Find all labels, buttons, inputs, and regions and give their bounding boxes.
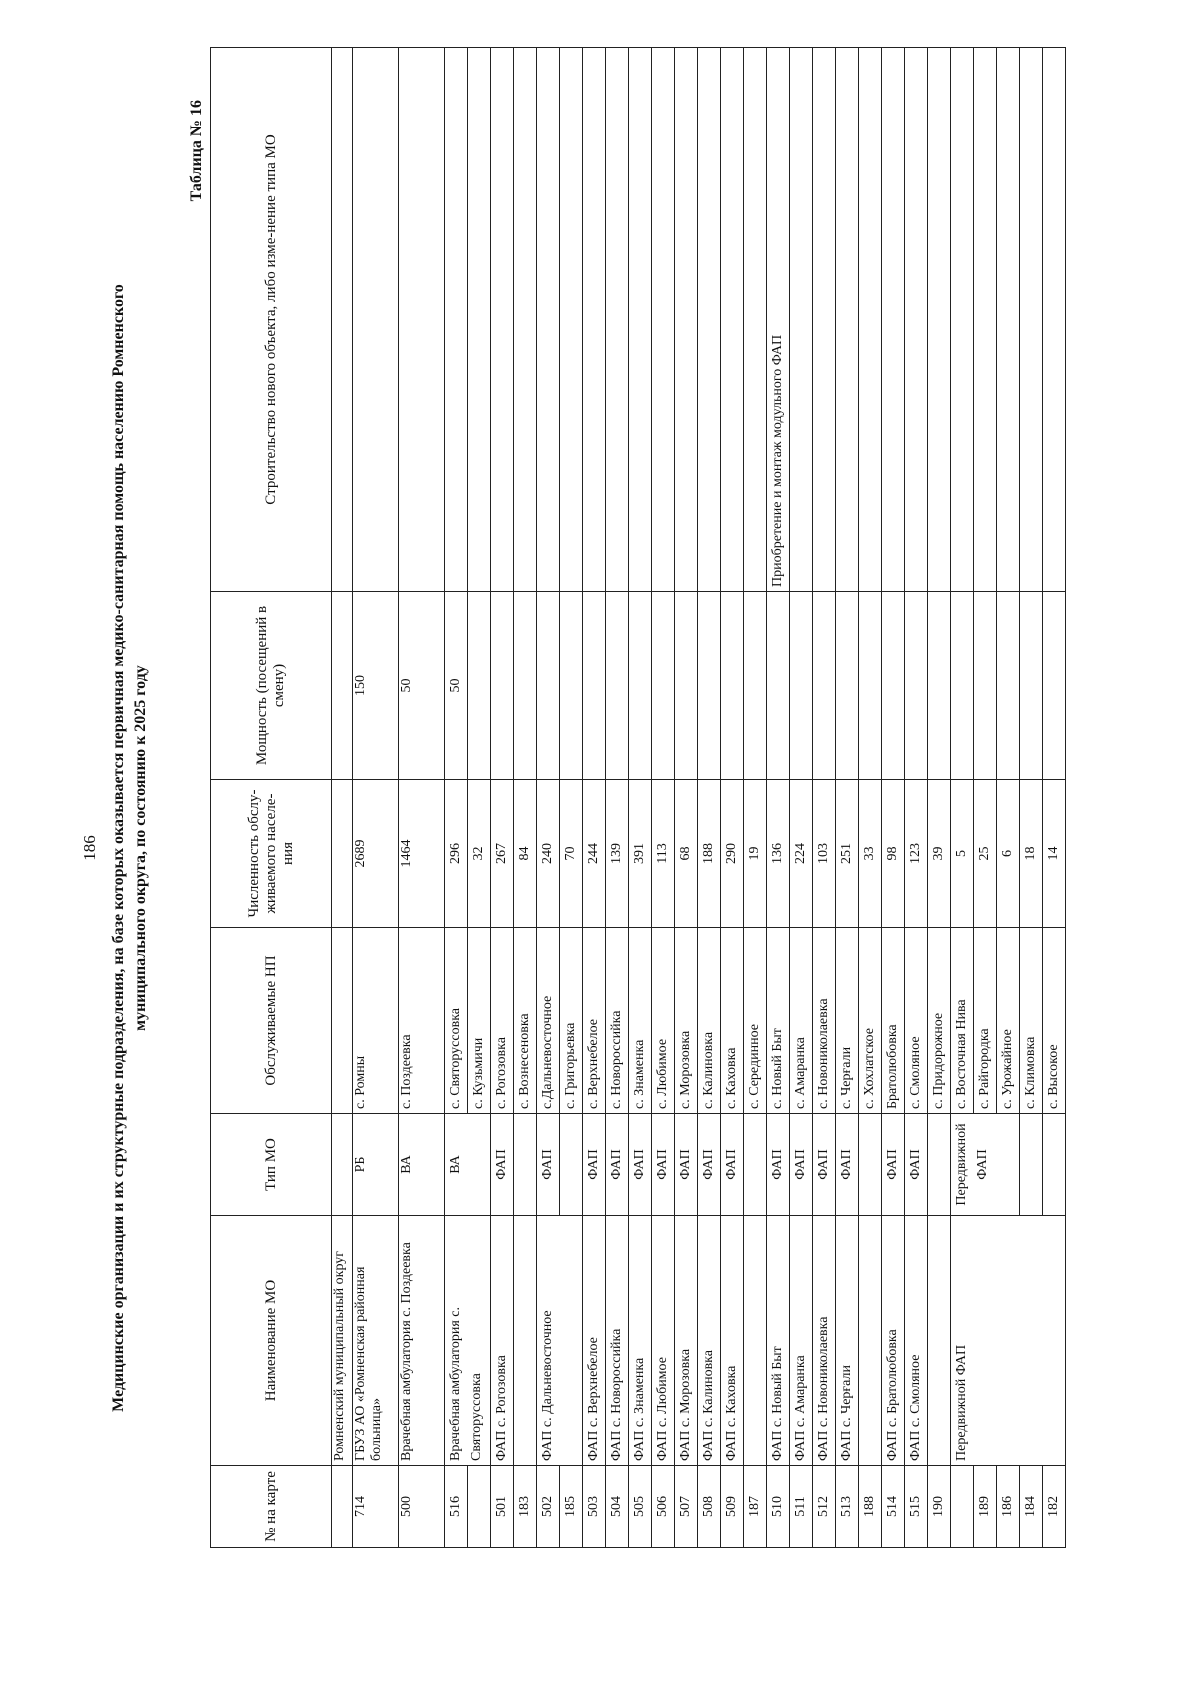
section-row bbox=[332, 48, 353, 1548]
construction-note: Приобретение и монтаж модульного ФАП bbox=[767, 48, 790, 592]
header-num: № на карте bbox=[211, 1466, 332, 1548]
table-row: 185 с. Григорьевка 70 bbox=[560, 48, 583, 1548]
table-label: Таблица № 16 bbox=[188, 100, 205, 202]
header-row bbox=[211, 48, 332, 1548]
table-row: 502 ФАП с. Дальневосточное ФАП с.Дальневосточное 240 bbox=[537, 48, 560, 1548]
page-number: 186 bbox=[80, 835, 99, 861]
header-capacity: Мощность (посещений в смену) bbox=[211, 592, 332, 780]
table-row: 189 с. Райгородка 25 bbox=[974, 48, 997, 1548]
table-row: 511 ФАП с. Амаранка ФАП с. Амаранка 224 bbox=[790, 48, 813, 1548]
table-row: 184 с. Климовка 18 bbox=[1020, 48, 1043, 1548]
table-row: 505 ФАП с. Знаменка ФАП с. Знаменка 391 bbox=[629, 48, 652, 1548]
table-row: 190 с. Придорожное 39 bbox=[928, 48, 951, 1548]
section-title: Ромненский муниципальный округ bbox=[332, 1216, 353, 1466]
table-row: 513 ФАП с. Черғали ФАП с. Черғали 251 bbox=[836, 48, 859, 1548]
table-row: 500 Врачебная амбулатория с. Поздеевка ВА с. Поздеевка 1464 50 bbox=[399, 48, 445, 1548]
table-row: 503 ФАП с. Верхнебелое ФАП с. Верхнебелое 244 bbox=[583, 48, 606, 1548]
table-row: 182 с. Высокое 14 bbox=[1043, 48, 1066, 1548]
table-row: 512 ФАП с. Новониколаевка ФАП с. Новониколаевка 103 bbox=[813, 48, 836, 1548]
table-row: 183 с. Вознесеновка 84 bbox=[514, 48, 537, 1548]
table-row: с. Кузьмичи 32 bbox=[468, 48, 491, 1548]
header-type: Тип МО bbox=[211, 1114, 332, 1216]
table-row: 714 ГБУЗ АО «Ромненская районная больница» РБ с. Ромны 2689 150 bbox=[353, 48, 399, 1548]
table-row: 187 с. Серединное 19 bbox=[744, 48, 767, 1548]
table-row: 186 с. Урожайное 6 bbox=[997, 48, 1020, 1548]
table-row: 510 ФАП с. Новый Быт ФАП с. Новый Быт 136 Приобретение и монтаж модульного ФАП bbox=[767, 48, 790, 1548]
table-row: 506 ФАП с. Любимое ФАП с. Любимое 113 bbox=[652, 48, 675, 1548]
table-row: 188 с. Хохлатское 33 bbox=[859, 48, 882, 1548]
header-population: Численность обслу-живаемого населе-ния bbox=[211, 780, 332, 928]
table-row: 508 ФАП с. Калиновка ФАП с. Калиновка 188 bbox=[698, 48, 721, 1548]
table-row: 516 Врачебная амбулатория с. Святоруссовка ВА с. Святоруссовка 296 50 bbox=[445, 48, 468, 1548]
title-line-1: Медицинские организации и их структурные подразделения, на базе которых оказывается первичная медико-санитарная помощь населению Ромненского bbox=[110, 284, 127, 1412]
table-row: 515 ФАП с. Смоляное ФАП с. Смоляное 123 bbox=[905, 48, 928, 1548]
document-title bbox=[108, 200, 152, 1496]
table-row: 509 ФАП с. Каховка ФАП с. Каховка 290 bbox=[721, 48, 744, 1548]
mo-table bbox=[210, 47, 1066, 1548]
table-row: 514 ФАП с. Братолюбовка ФАП Братолюбовка 98 bbox=[882, 48, 905, 1548]
table-row: 507 ФАП с. Морозовка ФАП с. Морозовка 68 bbox=[675, 48, 698, 1548]
header-name: Наименование МО bbox=[211, 1216, 332, 1466]
title-line-2: муниципального округа, по состоянию к 2025 году bbox=[132, 665, 149, 1031]
table-row: 504 ФАП с. Новороссийка ФАП с. Новороссийка 139 bbox=[606, 48, 629, 1548]
table-row: 501 ФАП с. Рогозовка ФАП с. Рогозовка 267 bbox=[491, 48, 514, 1548]
header-served: Обслуживаемые НП bbox=[211, 928, 332, 1114]
header-construction: Строительство нового объекта, либо изме-нение типа МО bbox=[211, 48, 332, 592]
table-row: Передвижной ФАП Передвижной ФАП с. Восточная Нива 5 bbox=[951, 48, 974, 1548]
